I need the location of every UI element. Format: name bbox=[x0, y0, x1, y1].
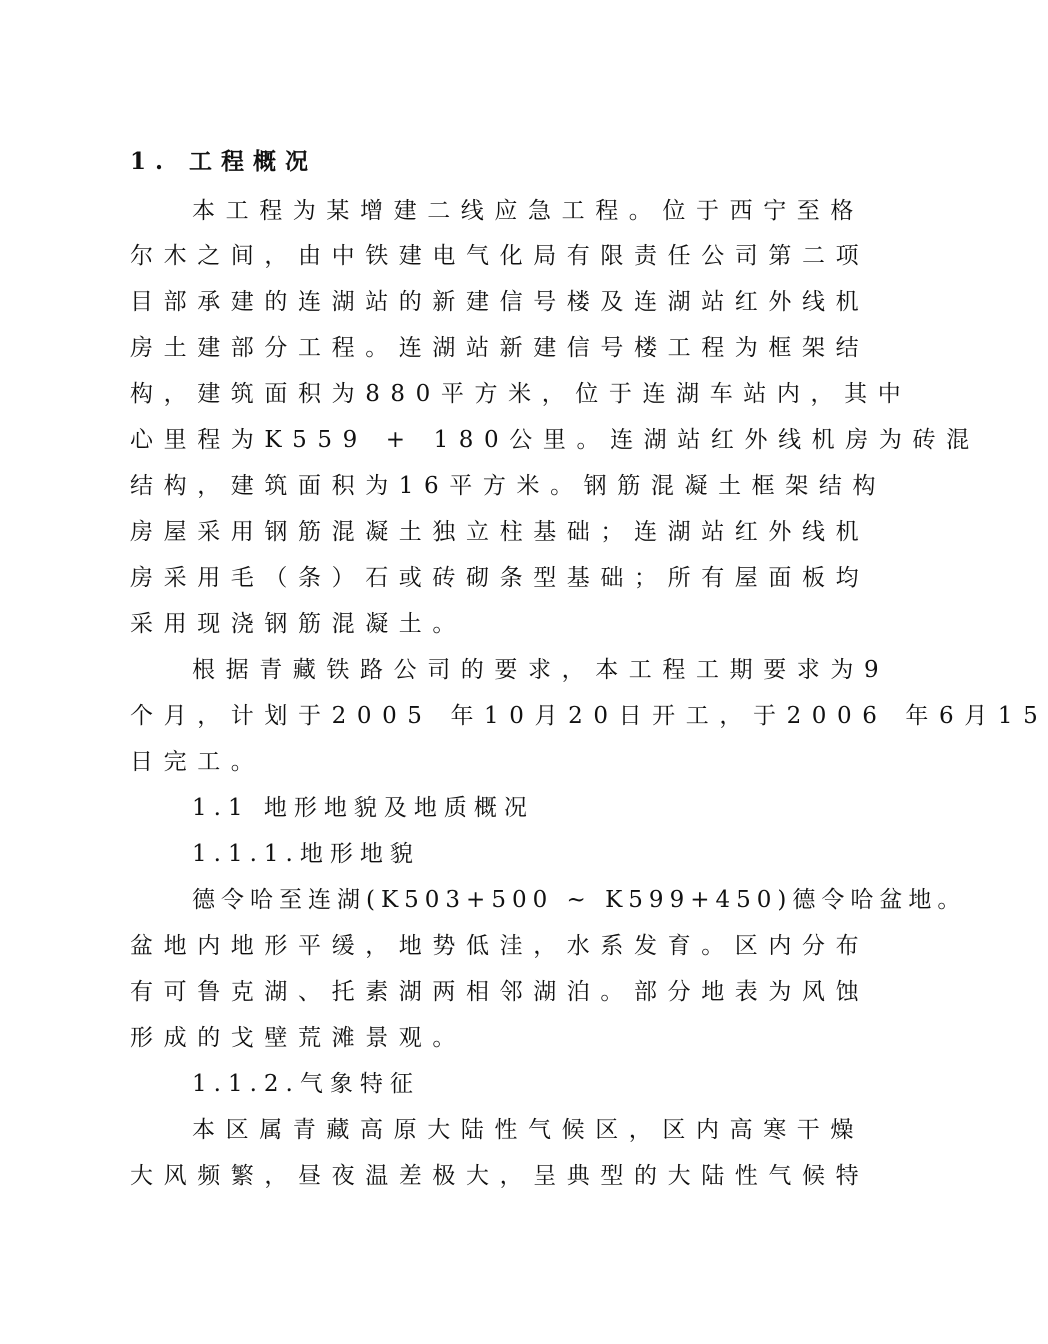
paragraph-line: 有可鲁克湖、托素湖两相邻湖泊。部分地表为风蚀 bbox=[130, 979, 870, 1005]
section-heading: 1. 工程概况 bbox=[130, 148, 318, 175]
paragraph-line: 本区属青藏高原大陆性气候区，区内高寒干燥 bbox=[192, 1117, 864, 1143]
paragraph-line: 日完工。 bbox=[130, 749, 265, 775]
subsection-heading: 1.1.2.气象特征 bbox=[192, 1071, 420, 1097]
paragraph-line: 房屋采用钢筋混凝土独立柱基础；连湖站红外线机 bbox=[130, 519, 870, 545]
subsection-heading: 1.1.1.地形地貌 bbox=[192, 841, 420, 867]
paragraph-line: 房土建部分工程。连湖站新建信号楼工程为框架结 bbox=[130, 335, 870, 361]
paragraph-line: 盆地内地形平缓，地势低洼，水系发育。区内分布 bbox=[130, 933, 870, 959]
paragraph-line: 采用现浇钢筋混凝土。 bbox=[130, 611, 466, 637]
paragraph-line: 根据青藏铁路公司的要求，本工程工期要求为9 bbox=[192, 657, 890, 683]
paragraph-line: 个月，计划于2005 年10月20日开工，于2006 年6月15 bbox=[130, 703, 1048, 729]
paragraph-line: 尔木之间，由中铁建电气化局有限责任公司第二项 bbox=[130, 243, 870, 269]
paragraph-line: 构，建筑面积为880平方米，位于连湖车站内，其中 bbox=[130, 381, 912, 407]
paragraph-line: 大风频繁，昼夜温差极大，呈典型的大陆性气候特 bbox=[130, 1163, 870, 1189]
paragraph-line: 房采用毛（条）石或砖砌条型基础；所有屋面板均 bbox=[130, 565, 870, 591]
subsection-heading: 1.1 地形地貌及地质概况 bbox=[192, 795, 534, 821]
paragraph-line: 德令哈至连湖(K503+500 ~ K599+450)德令哈盆地。 bbox=[192, 887, 967, 913]
paragraph-line: 心里程为K559 + 180公里。连湖站红外线机房为砖混 bbox=[130, 427, 980, 453]
paragraph-line: 形成的戈壁荒滩景观。 bbox=[130, 1025, 466, 1051]
paragraph-line: 本工程为某增建二线应急工程。位于西宁至格 bbox=[192, 198, 864, 224]
paragraph-line: 目部承建的连湖站的新建信号楼及连湖站红外线机 bbox=[130, 289, 870, 315]
paragraph-line: 结构，建筑面积为16平方米。钢筋混凝土框架结构 bbox=[130, 473, 887, 499]
